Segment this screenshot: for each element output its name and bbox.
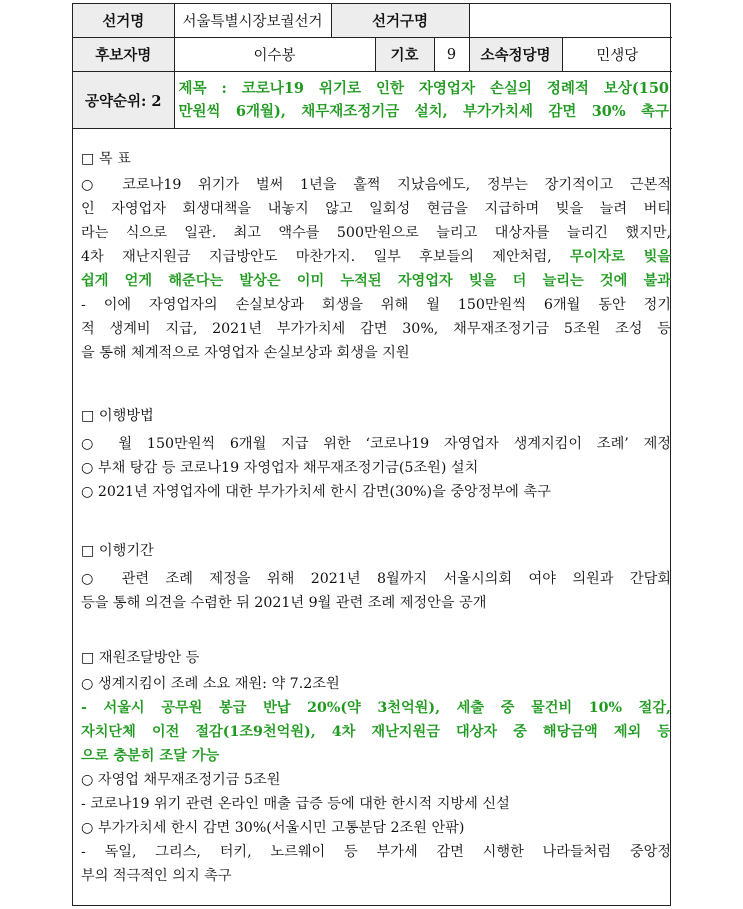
party-label: 소속정당명	[469, 38, 562, 72]
funding-line: - 코로나19 위기 관련 온라인 매출 급증 등에 대한 한시적 지방세 신설	[81, 796, 510, 812]
goal-line: - 이에 자영업자의 손실보상과 회생을 위해 월 150만원씩 6개월 동안 정기	[81, 297, 671, 313]
section-goal	[77, 147, 675, 365]
election-value: 서울특별시장보궐선거	[174, 4, 331, 38]
section-period	[77, 539, 675, 615]
funding-line: ○ 부가가치세 한시 감면 30%(서울시민 고통분담 2조원 안팎)	[81, 820, 465, 836]
section-funding	[77, 646, 675, 888]
method-line: ○ 2021년 자영업자에 대한 부가가치세 한시 감면(30%)을 중앙정부에 촉구	[81, 484, 551, 500]
header-table	[73, 4, 672, 129]
pledge-title-line-1: 제목 : 코로나19 위기로 인한 자영업자 손실의 정례적 보상(150	[178, 80, 670, 97]
pledge-title-line-2: 만원씩 6개월), 채무재조정기금 설치, 부가가치세 감면 30% 촉구	[178, 103, 670, 120]
section-method	[77, 404, 675, 504]
goal-text: 4차 재난지원금 지급방안도 마찬가지. 일부 후보들의 제안처럼,	[81, 249, 571, 265]
candidate-label: 후보자명	[73, 38, 174, 72]
election-label: 선거명	[73, 4, 174, 38]
party-value: 민생당	[562, 38, 672, 72]
pledge-title	[174, 72, 672, 129]
goal-line: 을 통해 체계적으로 자영업자 손실보상과 회생을 지원	[81, 345, 410, 361]
funding-line: ○ 생계지킴이 조례 소요 재원: 약 7.2조원	[81, 676, 340, 692]
candidate-value: 이수봉	[174, 38, 375, 72]
method-line: ○ 부채 탕감 등 코로나19 자영업자 채무재조정기금(5조원) 설치	[81, 460, 479, 476]
pledge-document	[72, 3, 671, 906]
goal-highlight: 무이자로 빚을	[570, 249, 671, 265]
funding-highlight-line: - 서울시 공무원 봉급 반납 20%(약 3천억원), 세출 중 물건비 10% 절감,	[81, 700, 671, 716]
funding-highlight-line: 으로 충분히 조달 가능	[81, 748, 220, 764]
goal-line: ○ 코로나19 위기가 벌써 1년을 훌쩍 지났음에도, 정부는 장기적이고 근본적	[81, 177, 671, 193]
goal-line: 인 자영업자 회생대책을 내놓지 않고 일회성 현금을 지급하며 빚을 늘려 버티	[81, 201, 671, 217]
pledge-rank: 공약순위: 2	[73, 72, 174, 129]
goal-line: 적 생계비 지급, 2021년 부가가치세 감면 30%, 채무재조정기금 5조원 조성 등	[81, 321, 671, 337]
goal-line: 라는 식으로 일관. 최고 액수를 500만원으로 늘리고 대상자를 늘리긴 했지만,	[81, 225, 671, 241]
district-label: 선거구명	[331, 4, 469, 38]
funding-highlight-line: 자치단체 이전 절감(1조9천억원), 4차 재난지원금 대상자 중 해당금액 제외 등	[81, 724, 671, 740]
funding-line: 부의 적극적인 의지 촉구	[81, 868, 232, 884]
period-line: 등을 통해 의견을 수렴한 뒤 2021년 9월 관련 조례 제정안을 공개	[81, 595, 487, 611]
symbol-value: 9	[434, 38, 469, 72]
funding-line: - 독일, 그리스, 터키, 노르웨이 등 부가세 감면 시행한 나라들처럼 중앙정	[81, 844, 671, 860]
section-heading: □ 이행방법	[81, 408, 154, 424]
goal-line	[81, 245, 671, 269]
district-value	[469, 4, 672, 38]
period-line: ○ 관련 조례 제정을 위해 2021년 8월까지 서울시의회 여야 의원과 간담회	[81, 571, 671, 587]
method-line: ○ 월 150만원씩 6개월 지급 위한 ‘코로나19 자영업자 생계지킴이 조례’ 제정	[81, 436, 671, 452]
section-heading: □ 목 표	[81, 151, 131, 167]
section-heading: □ 이행기간	[81, 543, 154, 559]
section-heading: □ 재원조달방안 등	[81, 650, 200, 666]
symbol-label: 기호	[375, 38, 434, 72]
funding-line: ○ 자영업 채무재조정기금 5조원	[81, 772, 281, 788]
goal-highlight-line: 쉽게 얻게 해준다는 발상은 이미 누적된 자영업자 빚을 더 늘리는 것에 불과	[81, 273, 671, 289]
